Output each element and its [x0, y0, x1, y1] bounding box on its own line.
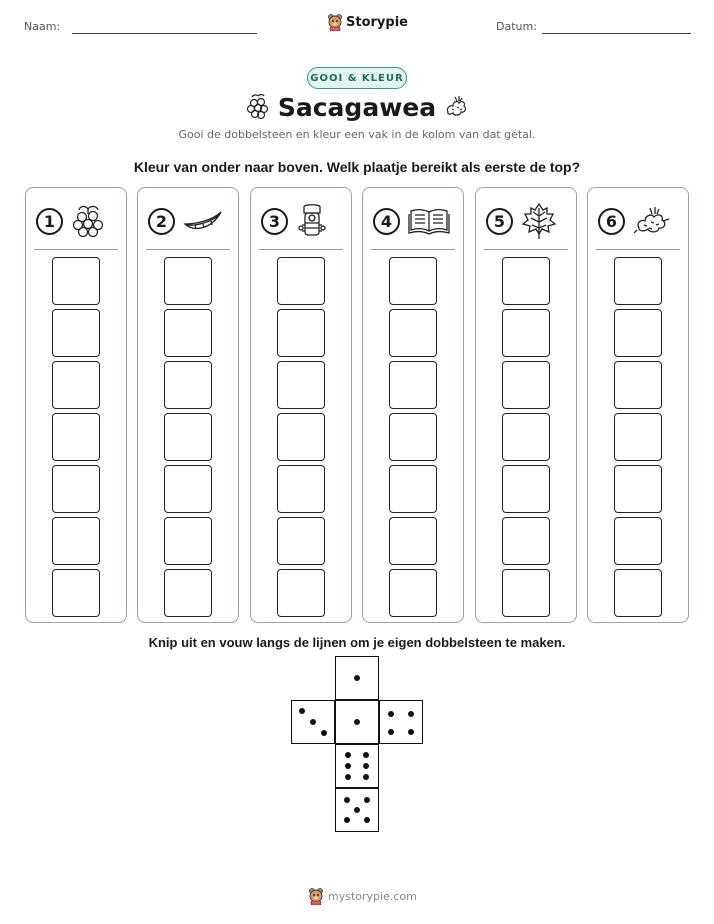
- column-divider: [371, 249, 455, 250]
- color-box[interactable]: [164, 257, 212, 305]
- pip: [321, 730, 327, 736]
- color-box[interactable]: [389, 413, 437, 461]
- pip: [364, 797, 370, 803]
- pip: [363, 752, 369, 758]
- column-divider: [34, 249, 118, 250]
- column-divider: [146, 249, 230, 250]
- color-box[interactable]: [277, 413, 325, 461]
- name-line[interactable]: [72, 33, 257, 34]
- die-face-left[interactable]: [291, 700, 335, 744]
- column-divider: [259, 249, 343, 250]
- pip: [344, 817, 350, 823]
- color-box[interactable]: [502, 465, 550, 513]
- leaf-icon: [521, 202, 557, 240]
- column-number: 5: [486, 208, 513, 235]
- color-box[interactable]: [389, 257, 437, 305]
- brand-logo: [327, 13, 408, 31]
- color-box[interactable]: [52, 517, 100, 565]
- cut-instruction: Knip uit en vouw langs de lijnen om je eigen dobbelsteen te maken.: [148, 635, 566, 650]
- pip: [354, 675, 360, 681]
- color-box[interactable]: [389, 309, 437, 357]
- column-number: 6: [598, 208, 625, 235]
- column-2: [137, 187, 239, 623]
- pip: [354, 807, 360, 813]
- color-box[interactable]: [614, 309, 662, 357]
- canoe-icon: [183, 206, 223, 236]
- color-box[interactable]: [164, 361, 212, 409]
- color-box[interactable]: [164, 465, 212, 513]
- color-box[interactable]: [164, 569, 212, 617]
- color-box[interactable]: [614, 413, 662, 461]
- color-box[interactable]: [52, 413, 100, 461]
- page-title: Sacagawea: [277, 93, 437, 122]
- root-icon: [633, 204, 671, 238]
- column-divider: [484, 249, 568, 250]
- column-3: [250, 187, 352, 623]
- pip: [299, 708, 305, 714]
- color-box[interactable]: [614, 517, 662, 565]
- color-box[interactable]: [614, 569, 662, 617]
- color-box[interactable]: [277, 309, 325, 357]
- color-box[interactable]: [614, 361, 662, 409]
- color-box[interactable]: [277, 465, 325, 513]
- die-face-right[interactable]: [379, 700, 423, 744]
- pip: [388, 729, 394, 735]
- activity-badge: GOOI & KLEUR: [307, 67, 407, 89]
- color-box[interactable]: [502, 309, 550, 357]
- pip: [345, 774, 351, 780]
- color-box[interactable]: [277, 257, 325, 305]
- footer-url: mystorypie.com: [328, 889, 417, 903]
- name-label: Naam:: [24, 20, 61, 33]
- pip: [408, 711, 414, 717]
- date-line[interactable]: [542, 33, 691, 34]
- color-box[interactable]: [389, 569, 437, 617]
- column-6: [587, 187, 689, 623]
- pip: [363, 774, 369, 780]
- brand-name: Storypie: [346, 14, 408, 30]
- instruction: Kleur van onder naar boven. Welk plaatje bereikt als eerste de top?: [133, 159, 581, 175]
- color-box[interactable]: [614, 257, 662, 305]
- column-5: [475, 187, 577, 623]
- pip: [388, 711, 394, 717]
- column-number: 3: [261, 208, 288, 235]
- color-box[interactable]: [502, 257, 550, 305]
- color-box[interactable]: [164, 309, 212, 357]
- bear-mascot-icon: [327, 13, 343, 31]
- color-box[interactable]: [164, 517, 212, 565]
- pip: [364, 817, 370, 823]
- color-box[interactable]: [389, 361, 437, 409]
- die-face-bottom[interactable]: [335, 744, 379, 788]
- column-number: 4: [373, 208, 400, 235]
- color-box[interactable]: [164, 413, 212, 461]
- color-box[interactable]: [52, 465, 100, 513]
- pip: [408, 729, 414, 735]
- bear-mascot-icon: [308, 887, 324, 905]
- cradleboard-icon: [296, 203, 328, 239]
- root-icon: [442, 92, 470, 120]
- pip: [363, 763, 369, 769]
- pip: [345, 752, 351, 758]
- column-number: 2: [148, 208, 175, 235]
- pip: [310, 719, 316, 725]
- color-box[interactable]: [502, 413, 550, 461]
- color-box[interactable]: [277, 569, 325, 617]
- footer: [308, 887, 417, 905]
- pip: [344, 797, 350, 803]
- color-box[interactable]: [389, 465, 437, 513]
- color-box[interactable]: [502, 361, 550, 409]
- color-box[interactable]: [389, 517, 437, 565]
- die-face-top[interactable]: [335, 656, 379, 700]
- die-face-center[interactable]: [335, 700, 379, 744]
- pip: [354, 719, 360, 725]
- color-box[interactable]: [502, 569, 550, 617]
- color-box[interactable]: [277, 361, 325, 409]
- berries-icon: [71, 203, 105, 239]
- color-box[interactable]: [52, 569, 100, 617]
- column-number: 1: [36, 208, 63, 235]
- color-box[interactable]: [52, 257, 100, 305]
- column-1: [25, 187, 127, 623]
- column-4: [362, 187, 464, 623]
- pip: [345, 763, 351, 769]
- color-box[interactable]: [614, 465, 662, 513]
- color-box[interactable]: [52, 361, 100, 409]
- color-box[interactable]: [502, 517, 550, 565]
- column-divider: [596, 249, 680, 250]
- subtitle: Gooi de dobbelsteen en kleur een vak in de kolom van dat getal.: [178, 128, 536, 141]
- date-label: Datum:: [496, 20, 537, 33]
- die-face-back[interactable]: [335, 788, 379, 832]
- book-icon: [408, 206, 450, 236]
- color-box[interactable]: [52, 309, 100, 357]
- color-box[interactable]: [277, 517, 325, 565]
